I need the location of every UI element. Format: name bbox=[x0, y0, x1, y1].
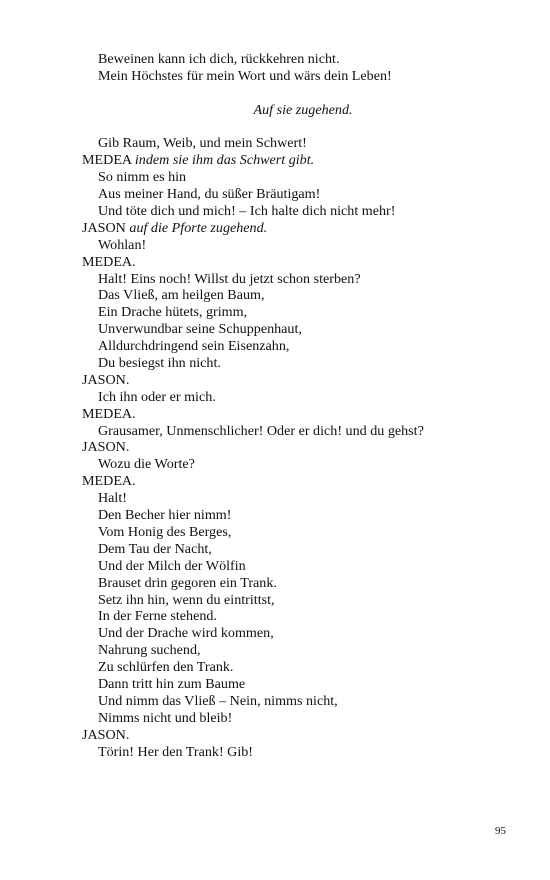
verse-line: Wozu die Worte? bbox=[98, 456, 195, 473]
verse-line: Gib Raum, Weib, und mein Schwert! bbox=[98, 135, 307, 152]
verse-line: Und nimm das Vließ – Nein, nimms nicht, bbox=[98, 692, 338, 709]
verse-line: Und töte dich und mich! – Ich halte dich nicht mehr! bbox=[98, 203, 396, 220]
speaker-heading bbox=[0, 152, 550, 169]
verse-line: Brauset drin gegoren ein Trank. bbox=[98, 574, 277, 591]
verse-line: Vom Honig des Berges, bbox=[98, 523, 232, 540]
verse-line: Halt! bbox=[98, 490, 127, 507]
verse-line: Das Vließ, am heilgen Baum, bbox=[98, 287, 265, 304]
blank-line bbox=[0, 85, 550, 102]
speaker-name: JASON. bbox=[82, 371, 130, 388]
verse-line: So nimm es hin bbox=[98, 169, 187, 186]
verse-line: Alldurchdringend sein Eisenzahn, bbox=[98, 338, 290, 355]
stage-direction: Auf sie zugehend. bbox=[253, 101, 353, 118]
verse-line: Ich ihn oder er mich. bbox=[98, 388, 216, 405]
blank-line bbox=[0, 119, 550, 136]
verse-line: Und der Drache wird kommen, bbox=[98, 625, 274, 642]
verse-line: Ein Drache hütets, grimm, bbox=[98, 304, 248, 321]
stage-direction-inline: auf die Pforte zugehend. bbox=[129, 219, 268, 236]
verse-line: Grausamer, Unmenschlicher! Oder er dich! und du gehst? bbox=[98, 422, 424, 439]
stage-direction-inline: indem sie ihm das Schwert gibt. bbox=[134, 152, 315, 169]
verse-line: Dem Tau der Nacht, bbox=[98, 540, 212, 557]
verse-line: Zu schlürfen den Trank. bbox=[98, 659, 234, 676]
speaker-name: MEDEA. bbox=[82, 253, 136, 270]
verse-line: Halt! Eins noch! Willst du jetzt schon sterben? bbox=[98, 270, 361, 287]
speaker-name: MEDEA bbox=[82, 152, 132, 169]
verse-line: Törin! Her den Trank! Gib! bbox=[98, 743, 254, 760]
verse-line: Unverwundbar seine Schuppenhaut, bbox=[98, 321, 302, 338]
page-number: 95 bbox=[495, 825, 506, 837]
verse-line: Beweinen kann ich dich, rückkehren nicht. bbox=[98, 51, 340, 67]
speaker-name: MEDEA. bbox=[82, 473, 136, 490]
verse-line: Mein Höchstes für mein Wort und wärs dein Leben! bbox=[98, 67, 392, 84]
speaker-name: JASON. bbox=[82, 726, 130, 743]
verse-line: In der Ferne stehend. bbox=[98, 608, 217, 625]
verse-line: Nimms nicht und bleib! bbox=[98, 709, 233, 726]
speaker-name: MEDEA. bbox=[82, 405, 136, 422]
verse-line: Aus meiner Hand, du süßer Bräutigam! bbox=[98, 186, 321, 203]
speaker-heading bbox=[0, 220, 550, 237]
verse-line: Du besiegst ihn nicht. bbox=[98, 355, 221, 372]
verse-line: Setz ihn hin, wenn du eintrittst, bbox=[98, 591, 275, 608]
verse-line: Wohlan! bbox=[98, 236, 147, 253]
speaker-name: JASON. bbox=[82, 439, 130, 456]
verse-line: Dann tritt hin zum Baume bbox=[98, 675, 246, 692]
verse-line: Und der Milch der Wölfin bbox=[98, 557, 246, 574]
verse-line: Den Becher hier nimm! bbox=[98, 507, 232, 524]
verse-line: Nahrung suchend, bbox=[98, 642, 201, 659]
speaker-name: JASON bbox=[82, 219, 126, 236]
drama-text bbox=[0, 51, 550, 760]
